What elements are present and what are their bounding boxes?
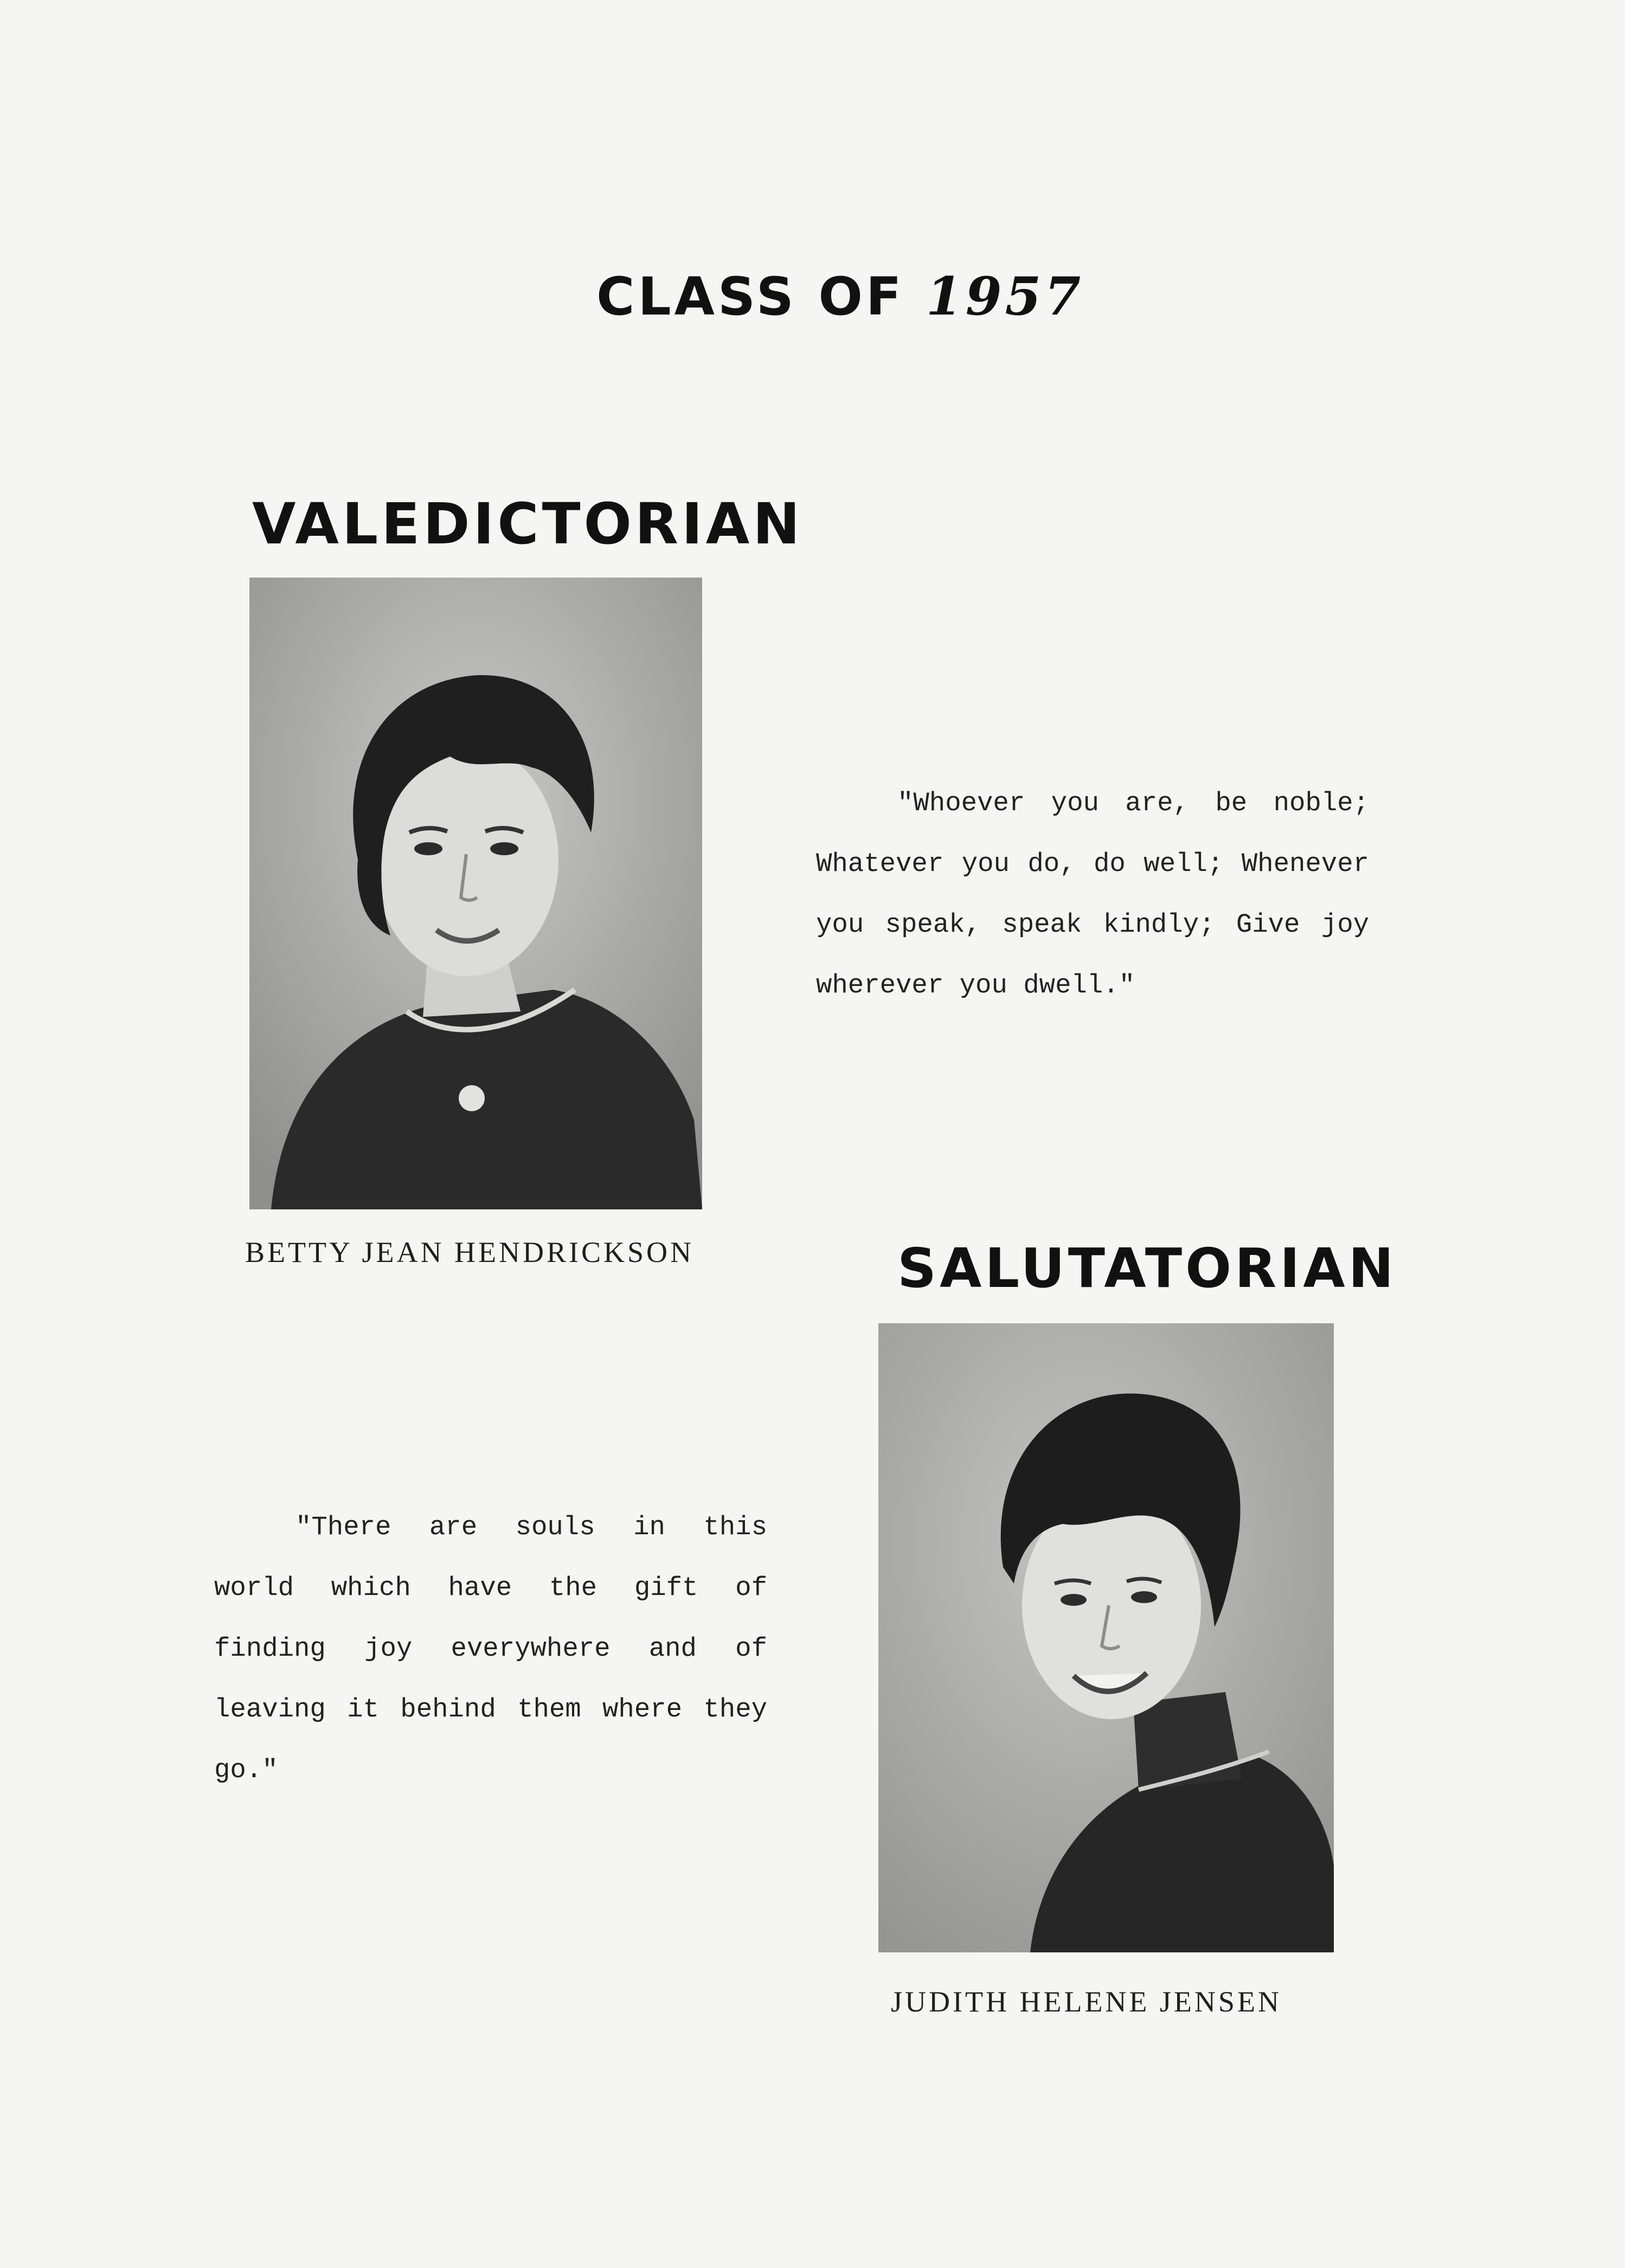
valedictorian-heading: VALEDICTORIAN [252, 491, 804, 557]
valedictorian-quote-text: "Whoever you are, be noble; Whatever you do, do well; Whenever you speak, speak kindly; Give joy wherever you dwell." [816, 788, 1369, 1001]
page-title-text: CLASS OF [596, 266, 905, 327]
salutatorian-quote-text: "There are souls in this world which have the gift of finding joy everywhere and of leaving it behind them where they go." [214, 1512, 767, 1785]
portrait-graphic [249, 578, 702, 1209]
salutatorian-heading: SALUTATORIAN [897, 1236, 1397, 1300]
valedictorian-quote [816, 773, 1369, 1016]
page-title-year: 1957 [926, 266, 1084, 327]
salutatorian-photo [878, 1323, 1334, 1952]
salutatorian-name: JUDITH HELENE JENSEN [891, 1985, 1282, 2018]
valedictorian-name: BETTY JEAN HENDRICKSON [245, 1236, 694, 1268]
portrait-graphic [878, 1323, 1334, 1952]
page-title [596, 266, 1084, 327]
valedictorian-photo [249, 578, 702, 1209]
salutatorian-quote [214, 1497, 767, 1801]
